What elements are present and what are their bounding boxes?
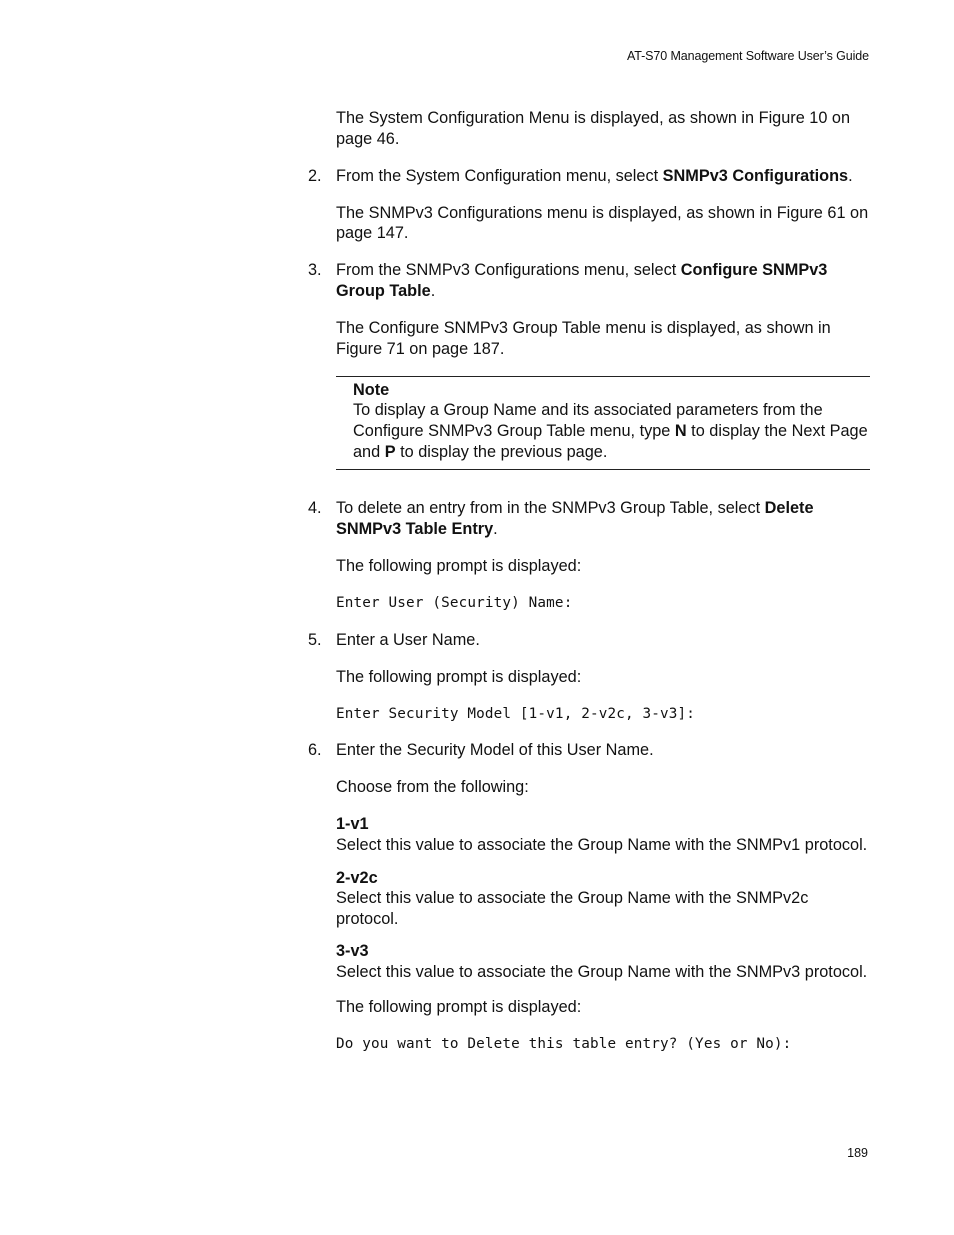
prompt-user-name: Enter User (Security) Name: [336, 595, 573, 611]
note-title: Note [353, 380, 390, 399]
option-item [336, 941, 870, 982]
step-4 [308, 498, 870, 539]
note-box [336, 376, 870, 470]
option-item [336, 868, 870, 930]
step-number: 4. [308, 499, 322, 518]
prompt-delete-confirm: Do you want to Delete this table entry? (Yes or No): [336, 1035, 792, 1052]
step-6-result: The following prompt is displayed: [336, 997, 582, 1016]
option-item [336, 814, 870, 855]
step-2 [308, 166, 870, 187]
note-text: To display a Group Name and its associated parameters from the Configure SNMPv3 Group Table menu, type N to display the Next Page and P to display the previous page. [353, 401, 868, 461]
option-description: Select this value to associate the Group Name with the SNMPv3 protocol. [336, 962, 868, 981]
running-header: AT-S70 Management Software User’s Guide [626, 49, 869, 63]
choose-text: Choose from the following: [336, 778, 529, 797]
option-description: Select this value to associate the Group Name with the SNMPv2c protocol. [336, 889, 809, 928]
step-5 [308, 630, 870, 651]
step-text: Enter a User Name. [336, 630, 480, 649]
step-text: From the System Configuration menu, select SNMPv3 Configurations. [336, 166, 853, 185]
option-name: 3-v3 [336, 942, 369, 961]
page-content [308, 108, 870, 1070]
menu-option: Delete SNMPv3 Table Entry [336, 499, 814, 538]
step-3 [308, 260, 870, 301]
menu-option: Configure SNMPv3 Group Table [336, 261, 828, 301]
step-text: From the SNMPv3 Configurations menu, select Configure SNMPv3 Group Table. [336, 261, 828, 301]
key-p: P [384, 442, 396, 461]
option-description: Select this value to associate the Group Name with the SNMPv1 protocol. [336, 835, 868, 854]
menu-option: SNMPv3 Configurations [662, 166, 849, 185]
key-n: N [674, 422, 687, 441]
option-name: 1-v1 [336, 815, 369, 834]
step-5-result: The following prompt is displayed: [336, 667, 582, 686]
step-text: To delete an entry from in the SNMPv3 Group Table, select Delete SNMPv3 Table Entry. [336, 499, 814, 538]
page-number: 189 [847, 1146, 868, 1160]
step-2-result: The SNMPv3 Configurations menu is displayed, as shown in Figure 61 on page 147. [336, 203, 869, 243]
step-4-result: The following prompt is displayed: [336, 556, 582, 575]
step-number: 5. [308, 630, 322, 649]
step-number: 3. [308, 261, 322, 280]
prompt-security-model: Enter Security Model [1-v1, 2-v2c, 3-v3]: [336, 705, 696, 722]
step-number: 6. [308, 741, 322, 760]
intro-paragraph: The System Configuration Menu is displayed, as shown in Figure 10 on page 46. [336, 109, 851, 148]
step-6 [308, 740, 870, 761]
step-number: 2. [308, 166, 322, 185]
option-name: 2-v2c [336, 868, 378, 887]
step-3-result: The Configure SNMPv3 Group Table menu is displayed, as shown in Figure 71 on page 187. [336, 319, 831, 358]
step-text: Enter the Security Model of this User Name. [336, 741, 654, 760]
